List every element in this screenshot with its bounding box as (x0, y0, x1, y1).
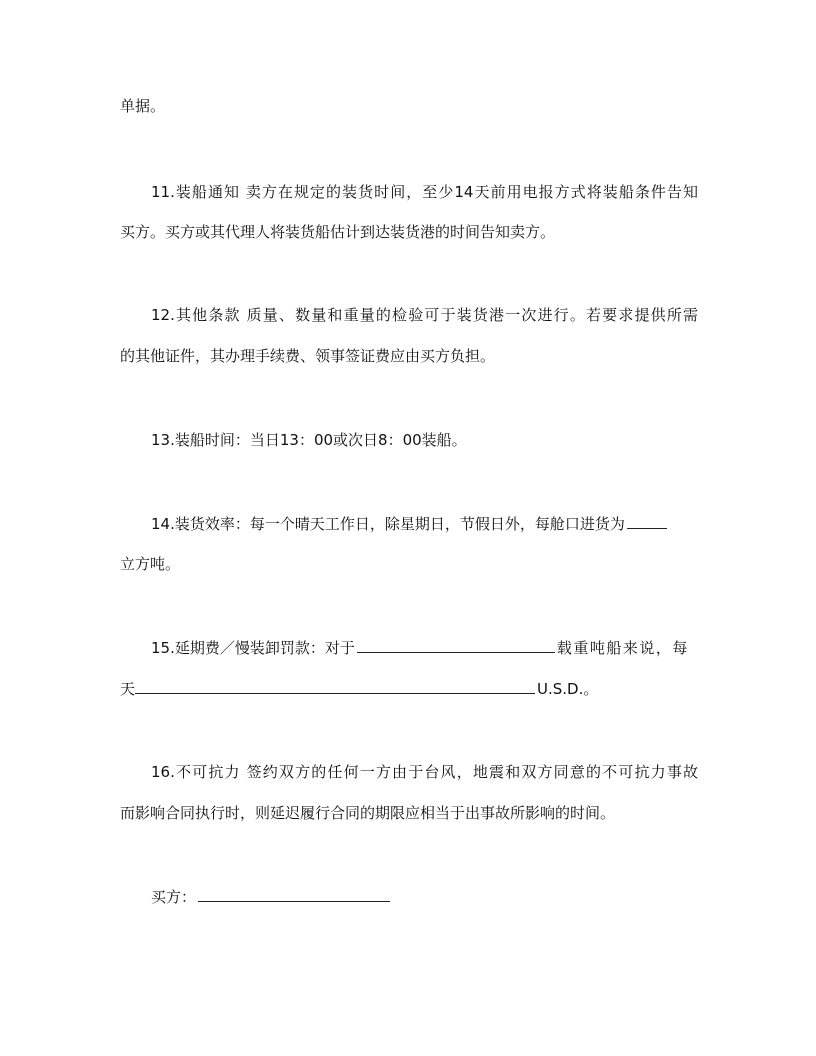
clause-14-line-2: 立方吨。 (120, 555, 181, 573)
clause-15-text-a: 15.延期费／慢装卸罚款：对于 (151, 639, 355, 657)
buyer-signature-line (151, 886, 390, 907)
clause-16-line-2: 而影响合同执行时，则延迟履行合同的期限应相当于出事故所影响的时间。 (120, 804, 616, 822)
clause-15-text-c: 天 (120, 680, 136, 698)
clause-14-blank (627, 513, 667, 529)
clause-12-line-1: 12.其他条款 质量、数量和重量的检验可于装货港一次进行。若要求提供所需 (151, 306, 698, 324)
clause-12-line-2: 的其他证件，其办理手续费、领事签证费应由买方负担。 (120, 347, 496, 365)
clause-15-text-b: 载重吨船来说，每 (556, 639, 689, 657)
clause-11-line-2: 买方。买方或其代理人将装货船估计到达装货港的时间告知卖方。 (120, 223, 556, 241)
buyer-label: 买方： (151, 888, 197, 906)
clause-16-line-1: 16.不可抗力 签约双方的任何一方由于台风，地震和双方同意的不可抗力事故 (151, 763, 698, 781)
clause-14-text: 14.装货效率：每一个晴天工作日，除星期日，节假日外，每舱口进货为 (151, 515, 625, 533)
continued-text: 单据。 (120, 97, 166, 115)
clause-13-line-1: 13.装船时间：当日13：00或次日8：00装船。 (151, 431, 467, 449)
buyer-signature-blank (198, 886, 390, 902)
clause-14-line-1 (151, 513, 667, 534)
clause-15-line-1 (151, 637, 689, 658)
clause-15-text-d: U.S.D.。 (537, 680, 599, 698)
clause-15-blank-tonnage (357, 637, 555, 653)
clause-15-blank-amount (135, 678, 535, 694)
clause-15-line-2 (120, 678, 598, 699)
clause-11-line-1: 11.装船通知 卖方在规定的装货时间，至少14天前用电报方式将装船条件告知 (151, 183, 698, 201)
